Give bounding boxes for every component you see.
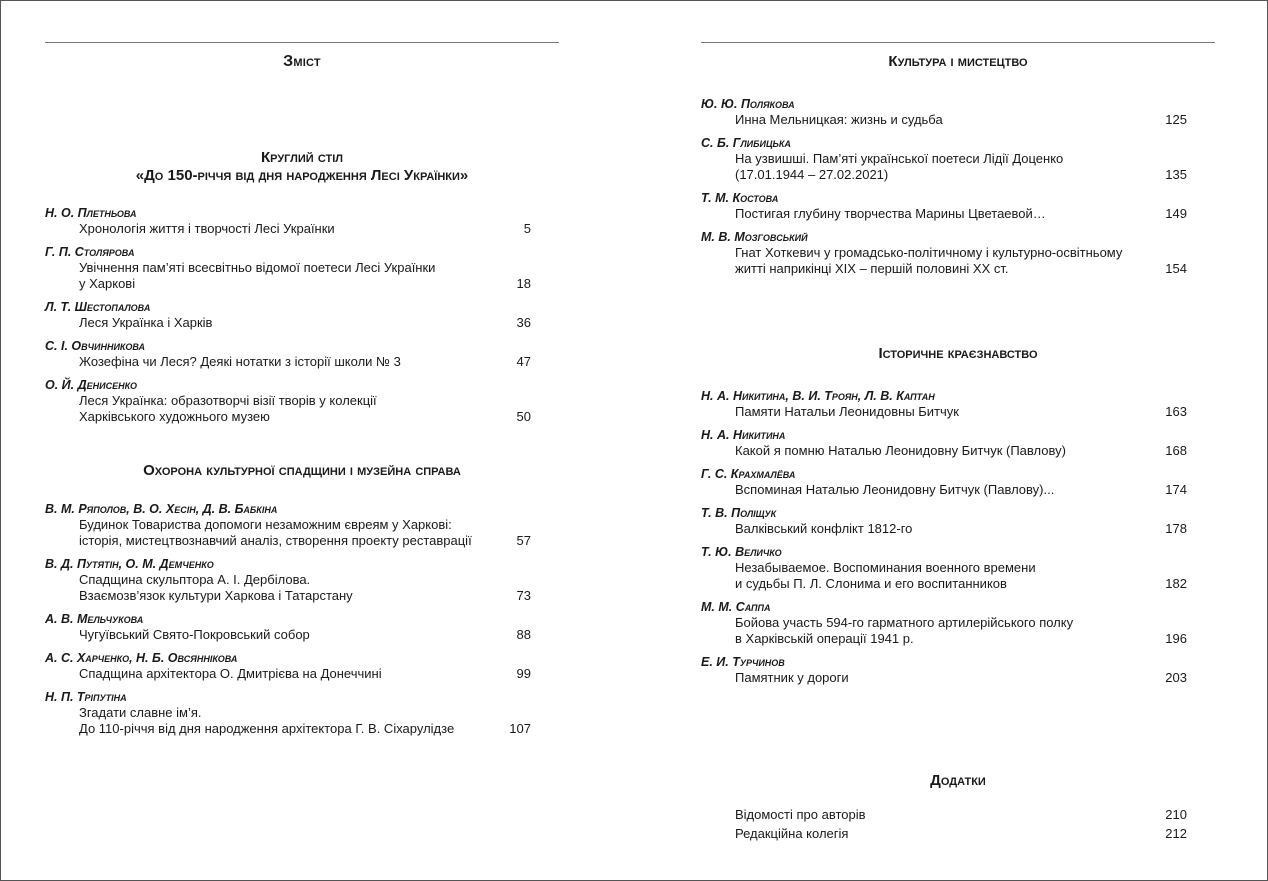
entry-title-line: Вспоминая Наталью Леонидовну Битчук (Павлову)... (735, 482, 1055, 497)
entry-title-line: Бойова участь 594-го гарматного артилерійського полку (735, 615, 1074, 630)
entry-title-line: Харківського художнього музею (79, 409, 270, 424)
entry-author: Н. А. Никитина, В. И. Троян, Л. В. Каптан (701, 389, 935, 403)
toc-entry[interactable] (701, 505, 1215, 537)
entry-page-number: 203 (1165, 670, 1187, 685)
entry-title-line: и судьбы П. Л. Слонима и его воспитанников (735, 576, 1007, 591)
entry-title-line: Памятник у дороги (735, 670, 849, 685)
toc-entries (701, 807, 1215, 845)
entry-page-number: 73 (516, 588, 531, 603)
section-heading (701, 53, 1215, 71)
entry-author: В. М. Ряполов, В. О. Хесін, Д. В. Бабкіна (45, 502, 278, 516)
toc-entry[interactable] (701, 190, 1215, 222)
toc-entry[interactable] (701, 544, 1215, 592)
toc-entry[interactable] (45, 205, 559, 237)
section-heading (45, 462, 559, 480)
entry-title-line: у Харкові (79, 276, 136, 291)
entry-title-line: Будинок Товариства допомоги незаможним євреям у Харкові: (79, 517, 452, 532)
entry-title-line: Відомості про авторів (735, 807, 866, 822)
entry-page-number: 36 (516, 315, 531, 330)
entry-page-number: 99 (516, 666, 531, 681)
toc-entry[interactable] (701, 388, 1215, 420)
entry-title-line: Спадщина архітектора О. Дмитрієва на Донеччині (79, 666, 382, 681)
toc-entry[interactable] (701, 654, 1215, 686)
toc-entries (45, 501, 559, 744)
entry-author: С. Б. Глибицька (701, 136, 791, 150)
section-heading (701, 772, 1215, 790)
top-rule (45, 42, 559, 43)
entry-author: М. В. Мозговський (701, 230, 808, 244)
entry-page-number: 196 (1165, 631, 1187, 646)
entry-title-line: Леся Українка і Харків (79, 315, 213, 330)
toc-entry[interactable] (45, 556, 559, 604)
entry-page-number: 168 (1165, 443, 1187, 458)
toc-entry[interactable] (45, 244, 559, 292)
entry-author: С. І. Овчинникова (45, 339, 146, 353)
toc-entries (701, 388, 1215, 693)
page-title: Зміст (283, 53, 321, 70)
entry-page-number: 50 (516, 409, 531, 424)
entry-title-line: До 110-річчя від дня народження архітектора Г. В. Сіхарулідзе (79, 721, 455, 736)
section-heading-line: Додатки (930, 772, 986, 789)
entry-title-line: Жозефіна чи Леся? Деякі нотатки з історії школи № 3 (79, 354, 401, 369)
entry-page-number: 135 (1165, 167, 1187, 182)
entry-page-number: 182 (1165, 576, 1187, 591)
entry-page-number: 107 (509, 721, 531, 736)
entry-page-number: 149 (1165, 206, 1187, 221)
entry-author: Т. М. Костова (701, 191, 779, 205)
entry-page-number: 18 (516, 276, 531, 291)
section-heading-line: Круглий стіл (260, 149, 343, 166)
entry-author: Н. А. Никитина (701, 428, 786, 442)
toc-entry[interactable] (45, 611, 559, 643)
section-heading-line: «До 150-річчя від дня народження Лесі Українки» (135, 167, 469, 184)
entry-page-number: 210 (1165, 807, 1187, 822)
entry-author: Ю. Ю. Полякова (701, 97, 795, 111)
entry-page-number: 163 (1165, 404, 1187, 419)
entry-title-line: На узвишші. Пам’яті української поетеси Лідії Доценко (735, 151, 1064, 166)
entry-title-line: Згадати славне ім’я. (79, 705, 202, 720)
entry-page-number: 88 (516, 627, 531, 642)
entry-title-line: Какой я помню Наталью Леонидовну Битчук (Павлову) (735, 443, 1066, 458)
entry-author: Е. И. Турчинов (701, 655, 785, 669)
entry-title-line: Спадщина скульптора А. І. Дербілова. (79, 572, 311, 587)
entry-title-line: Незабываемое. Воспоминания военного времени (735, 560, 1036, 575)
entry-title-line: Увічнення пам’яті всесвітньо відомої поетеси Лесі Українки (79, 260, 436, 275)
toc-entry[interactable] (45, 689, 559, 737)
toc-entries (701, 96, 1215, 284)
toc-entry[interactable] (701, 826, 1215, 842)
entry-author: Л. Т. Шестопалова (45, 300, 151, 314)
entry-title-line: (17.01.1944 – 27.02.2021) (735, 167, 889, 182)
left-page (45, 1, 559, 880)
entry-title-line: житті наприкінці ХІХ – першій половині ХХ ст. (735, 261, 1009, 276)
entry-title-line: Постигая глубину творчества Марины Цветаевой… (735, 206, 1046, 221)
section-heading-line: Культура і мистецтво (888, 53, 1028, 70)
toc-entry[interactable] (701, 135, 1215, 183)
toc-entry[interactable] (701, 96, 1215, 128)
entry-author: Т. В. Поліщук (701, 506, 777, 520)
toc-entry[interactable] (701, 807, 1215, 823)
toc-entry[interactable] (701, 466, 1215, 498)
entry-title-line: Инна Мельницкая: жизнь и судьба (735, 112, 943, 127)
entry-author: В. Д. Путятін, О. М. Демченко (45, 557, 214, 571)
toc-entry[interactable] (701, 229, 1215, 277)
entry-title-line: Валківський конфлікт 1812-го (735, 521, 913, 536)
top-rule (701, 42, 1215, 43)
entry-page-number: 178 (1165, 521, 1187, 536)
entry-title-line: Взаємозв’язок культури Харкова і Татарстану (79, 588, 353, 603)
toc-entries (45, 205, 559, 432)
toc-entry[interactable] (45, 377, 559, 425)
entry-title-line: Хронологія життя і творчості Лесі Українки (79, 221, 335, 236)
section-heading (701, 345, 1215, 363)
entry-page-number: 47 (516, 354, 531, 369)
entry-title-line: Гнат Хоткевич у громадсько-політичному і культурно-освітньому (735, 245, 1123, 260)
entry-page-number: 174 (1165, 482, 1187, 497)
entry-author: Г. П. Столярова (45, 245, 135, 259)
section-heading (45, 149, 559, 185)
entry-title-line: Редакційна колегія (735, 826, 849, 841)
entry-author: Г. С. Крахмалёва (701, 467, 796, 481)
entry-page-number: 5 (523, 221, 531, 236)
toc-entry[interactable] (701, 427, 1215, 459)
entry-title-line: Леся Українка: образотворчі візії творів у колекції (79, 393, 377, 408)
entry-page-number: 212 (1165, 826, 1187, 841)
toc-entry[interactable] (701, 599, 1215, 647)
entry-author: Т. Ю. Величко (701, 545, 782, 559)
section-heading-line: Охорона культурної спадщини і музейна справа (143, 462, 461, 479)
entry-title-line: в Харківській операції 1941 р. (735, 631, 914, 646)
right-page (701, 1, 1215, 880)
entry-author: А. С. Харченко, Н. Б. Овсяннікова (45, 651, 238, 665)
entry-author: Н. О. Плетньова (45, 206, 137, 220)
entry-title-line: історія, мистецтвознавчий аналіз, створення проекту реставрації (79, 533, 472, 548)
section-heading-line: Історичне краєзнавство (878, 345, 1038, 362)
toc-entry[interactable] (45, 338, 559, 370)
entry-title-line: Чугуївський Свято-Покровський собор (79, 627, 310, 642)
toc-entry[interactable] (45, 650, 559, 682)
entry-author: М. М. Саппа (701, 600, 771, 614)
entry-title-line: Памяти Натальи Леонидовны Битчук (735, 404, 959, 419)
entry-author: О. Й. Денисенко (45, 378, 138, 392)
entry-author: Н. П. Тріпутіна (45, 690, 127, 704)
entry-page-number: 154 (1165, 261, 1187, 276)
entry-author: А. В. Мельчукова (45, 612, 144, 626)
entry-page-number: 125 (1165, 112, 1187, 127)
entry-page-number: 57 (516, 533, 531, 548)
toc-entry[interactable] (45, 299, 559, 331)
toc-entry[interactable] (45, 501, 559, 549)
